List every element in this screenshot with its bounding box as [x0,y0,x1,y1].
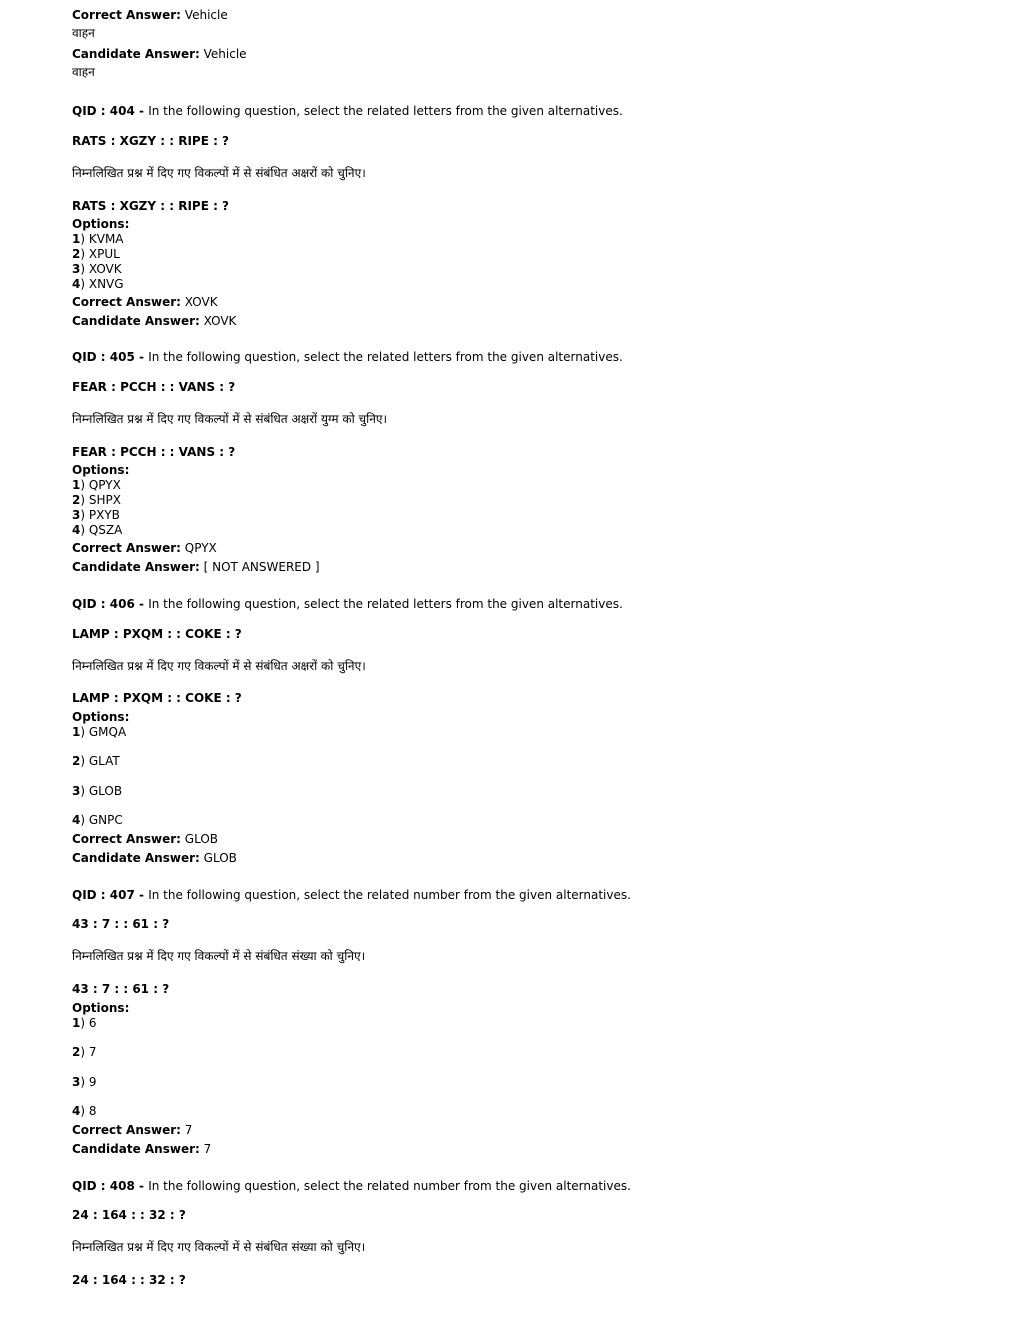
prev-candidate-answer: Candidate Answer: Vehicle [72,47,247,61]
question-problem: 43 : 7 : : 61 : ? [72,917,170,931]
option-item: 2) XPUL [72,247,120,261]
question-problem-repeat: LAMP : PXQM : : COKE : ? [72,691,242,705]
prev-candidate-answer-hindi: वाहन [72,65,95,79]
option-item: 1) KVMA [72,232,124,246]
question-hindi: निम्नलिखित प्रश्न में दिए गए विकल्पों में से संबंधित अक्षरों को चुनिए। [72,166,366,180]
question-problem: RATS : XGZY : : RIPE : ? [72,134,230,148]
candidate-answer: Candidate Answer: [ NOT ANSWERED ] [72,560,320,574]
option-item: 3) XOVK [72,262,122,276]
question-header: QID : 404 - In the following question, select the related letters from the given alternatives. [72,104,623,118]
question-header: QID : 408 - In the following question, select the related number from the given alternatives. [72,1179,631,1193]
question-problem-repeat: 43 : 7 : : 61 : ? [72,982,170,996]
option-item: 1) GMQA [72,725,127,739]
options-label: Options: [72,463,130,477]
question-problem-repeat: FEAR : PCCH : : VANS : ? [72,445,236,459]
option-item: 4) QSZA [72,523,123,537]
option-item: 4) GNPC [72,813,123,827]
question-hindi: निम्नलिखित प्रश्न में दिए गए विकल्पों में से संबंधित संख्या को चुनिए। [72,1240,366,1254]
question-header: QID : 406 - In the following question, select the related letters from the given alternatives. [72,597,623,611]
correct-answer: Correct Answer: 7 [72,1123,193,1137]
option-item: 2) GLAT [72,754,120,768]
question-problem-repeat: 24 : 164 : : 32 : ? [72,1273,186,1287]
option-item: 1) QPYX [72,478,121,492]
option-item: 3) GLOB [72,784,123,798]
question-problem: 24 : 164 : : 32 : ? [72,1208,186,1222]
candidate-answer: Candidate Answer: GLOB [72,851,237,865]
option-item: 4) XNVG [72,277,124,291]
question-header: QID : 405 - In the following question, select the related letters from the given alternatives. [72,350,623,364]
correct-answer: Correct Answer: GLOB [72,832,219,846]
correct-answer: Correct Answer: QPYX [72,541,217,555]
candidate-answer: Candidate Answer: 7 [72,1142,212,1156]
prev-correct-answer: Correct Answer: Vehicle [72,8,228,22]
question-hindi: निम्नलिखित प्रश्न में दिए गए विकल्पों में से संबंधित संख्या को चुनिए। [72,949,366,963]
option-item: 1) 6 [72,1016,97,1030]
option-item: 3) 9 [72,1075,97,1089]
question-problem: LAMP : PXQM : : COKE : ? [72,627,242,641]
options-label: Options: [72,710,130,724]
options-label: Options: [72,217,130,231]
correct-answer: Correct Answer: XOVK [72,295,218,309]
options-label: Options: [72,1001,130,1015]
question-problem-repeat: RATS : XGZY : : RIPE : ? [72,199,230,213]
option-item: 3) PXYB [72,508,120,522]
option-item: 4) 8 [72,1104,97,1118]
option-item: 2) 7 [72,1045,97,1059]
question-problem: FEAR : PCCH : : VANS : ? [72,380,236,394]
candidate-answer: Candidate Answer: XOVK [72,314,237,328]
prev-correct-answer-hindi: वाहन [72,26,95,40]
question-header: QID : 407 - In the following question, select the related number from the given alternatives. [72,888,631,902]
option-item: 2) SHPX [72,493,121,507]
question-hindi: निम्नलिखित प्रश्न में दिए गए विकल्पों में से संबंधित अक्षरों को चुनिए। [72,659,366,673]
question-hindi: निम्नलिखित प्रश्न में दिए गए विकल्पों में से संबंधित अक्षरों युग्म को चुनिए। [72,412,388,426]
